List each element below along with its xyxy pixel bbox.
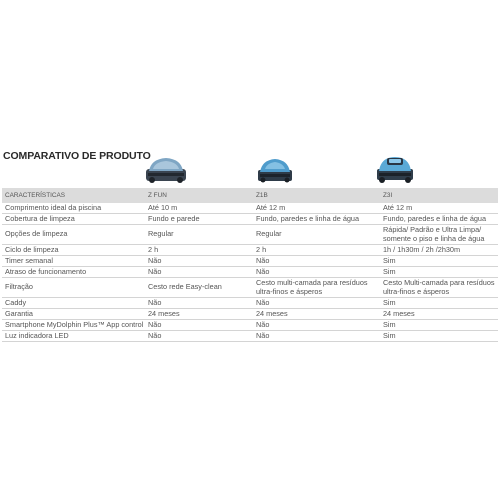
cell-z-fun: 24 meses — [145, 309, 253, 320]
cell-z-fun: Regular — [145, 225, 253, 245]
cell-z-fun: Fundo e parede — [145, 214, 253, 225]
robot-z3i-image — [373, 155, 417, 185]
cell-z3i: Sim — [380, 256, 498, 267]
cell-z1b: Não — [253, 331, 380, 342]
header-z-fun: Z FUN — [145, 188, 253, 203]
cell-z-fun: Não — [145, 331, 253, 342]
comparison-table — [2, 188, 498, 342]
cell-z1b: 2 h — [253, 245, 380, 256]
cell-z3i: Até 12 m — [380, 203, 498, 214]
cell-z-fun: Cesto rede Easy-clean — [145, 278, 253, 298]
row-label: Ciclo de limpeza — [2, 245, 145, 256]
cell-z-fun: Não — [145, 256, 253, 267]
table-row — [2, 298, 498, 309]
cell-z-fun: Não — [145, 320, 253, 331]
cell-z3i: Cesto Multi-camada para resíduos ultra-finos e ásperos — [380, 278, 498, 298]
cell-z3i: Fundo, paredes e linha de água — [380, 214, 498, 225]
page-title: COMPARATIVO DE PRODUTO — [3, 150, 151, 162]
cell-z1b: Até 12 m — [253, 203, 380, 214]
row-label: Opções de limpeza — [2, 225, 145, 245]
cell-z3i: Sim — [380, 298, 498, 309]
row-label: Comprimento ideal da piscina — [2, 203, 145, 214]
table-row — [2, 256, 498, 267]
table-row — [2, 245, 498, 256]
row-label: Filtração — [2, 278, 145, 298]
table-header-row — [2, 188, 498, 203]
cell-z3i: Sim — [380, 320, 498, 331]
row-label: Luz indicadora LED — [2, 331, 145, 342]
cell-z3i: 24 meses — [380, 309, 498, 320]
cell-z-fun: Não — [145, 298, 253, 309]
table-row — [2, 331, 498, 342]
row-label: Caddy — [2, 298, 145, 309]
table-row — [2, 278, 498, 298]
cell-z1b: Regular — [253, 225, 380, 245]
table-row — [2, 309, 498, 320]
robot-z-fun-image — [143, 155, 189, 185]
cell-z1b: Não — [253, 298, 380, 309]
row-label: Timer semanal — [2, 256, 145, 267]
table-row — [2, 225, 498, 245]
row-label: Garantia — [2, 309, 145, 320]
row-label: Atraso de funcionamento — [2, 267, 145, 278]
robot-z1b-image — [256, 157, 294, 185]
cell-z1b: Não — [253, 320, 380, 331]
cell-z3i: Rápida/ Padrão e Ultra Limpa/ somente o piso e linha de água — [380, 225, 498, 245]
cell-z3i: Sim — [380, 267, 498, 278]
cell-z3i: Sim — [380, 331, 498, 342]
cell-z1b: Cesto multi-camada para resíduos ultra-finos e ásperos — [253, 278, 380, 298]
table-row — [2, 203, 498, 214]
cell-z3i: 1h / 1h30m / 2h /2h30m — [380, 245, 498, 256]
cell-z1b: Fundo, paredes e linha de água — [253, 214, 380, 225]
table-row — [2, 320, 498, 331]
table-row — [2, 214, 498, 225]
header-z1b: Z1B — [253, 188, 380, 203]
cell-z-fun: Até 10 m — [145, 203, 253, 214]
header-features: CARACTERÍSTICAS — [2, 188, 145, 203]
cell-z-fun: 2 h — [145, 245, 253, 256]
cell-z1b: 24 meses — [253, 309, 380, 320]
row-label: Cobertura de limpeza — [2, 214, 145, 225]
cell-z-fun: Não — [145, 267, 253, 278]
row-label: Smartphone MyDolphin Plus™ App control — [2, 320, 145, 331]
header-z3i: Z3I — [380, 188, 498, 203]
table-row — [2, 267, 498, 278]
cell-z1b: Não — [253, 267, 380, 278]
cell-z1b: Não — [253, 256, 380, 267]
